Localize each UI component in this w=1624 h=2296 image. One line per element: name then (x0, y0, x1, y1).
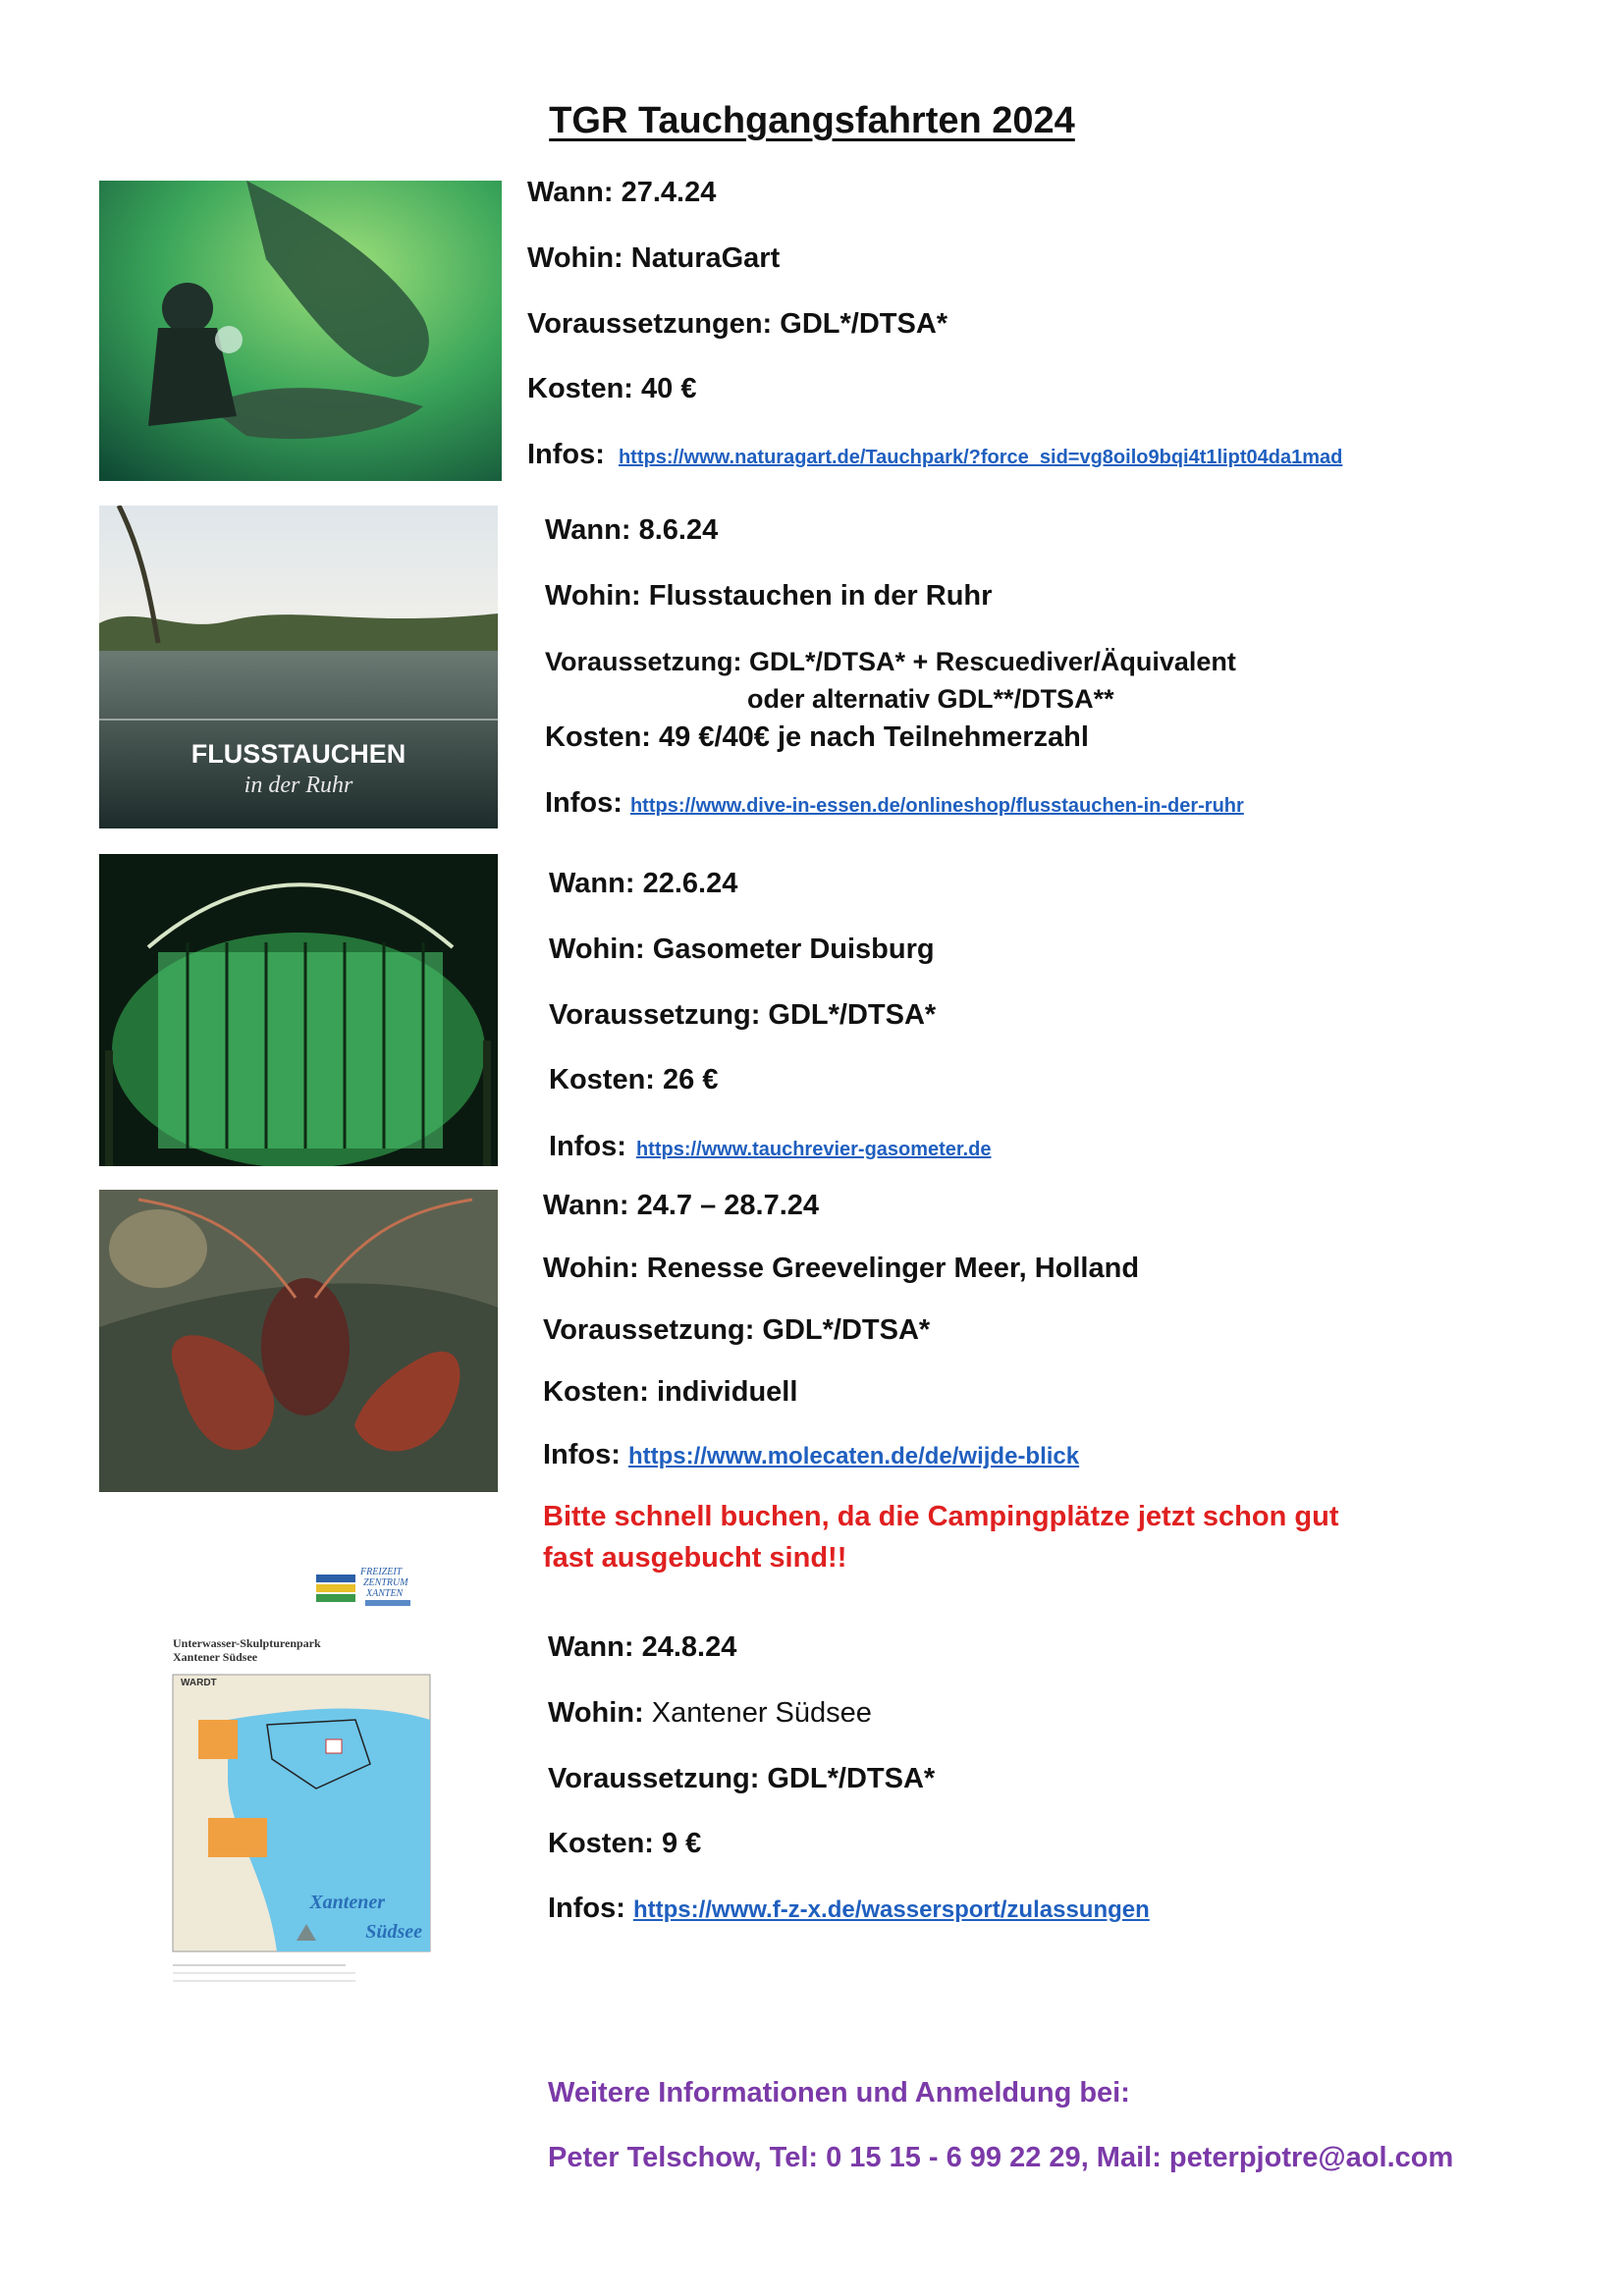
page-title: TGR Tauchgangsfahrten 2024 (549, 100, 1075, 141)
trip-requirement-alt: oder alternativ GDL**/DTSA** (747, 684, 1114, 714)
infos-link[interactable]: https://www.f-z-x.de/wassersport/zulassungen (632, 1896, 1150, 1923)
trip-destination: Wohin: Gasometer Duisburg (549, 934, 935, 965)
logo-text: XANTEN (366, 1588, 404, 1599)
trip-requirement: Voraussetzung: GDL*/DTSA* (549, 999, 937, 1031)
infos-link[interactable]: https://www.naturagart.de/Tauchpark/?force_sid=vg8oilo9bqi4t1lipt04da1mad (618, 447, 1343, 468)
infos-label: Infos: (527, 439, 605, 470)
map-lake-label: Südsee (365, 1921, 422, 1943)
trip-destination: Wohin: NaturaGart (527, 242, 781, 274)
infos-link[interactable]: https://www.dive-in-essen.de/onlineshop/flusstauchen-in-der-ruhr (629, 795, 1244, 817)
logo-text: FREIZEIT (360, 1567, 403, 1577)
infos-label: Infos: (548, 1893, 625, 1924)
alert-line: Bitte schnell buchen, da die Campingplätze jetzt schon gut (543, 1501, 1339, 1532)
xanten-map (169, 1553, 432, 2024)
trip-destination: Wohin: Renesse Greevelinger Meer, Holland (543, 1253, 1140, 1284)
image-caption-title: FLUSSTAUCHEN (190, 739, 406, 769)
flusstauchen-image (99, 506, 498, 828)
infos-label: Infos: (545, 787, 623, 819)
logo-text: ZENTRUM (363, 1577, 408, 1588)
trip-infos (543, 1439, 1079, 1471)
destination-label: Wohin: (548, 1697, 644, 1729)
infos-link[interactable]: https://www.tauchrevier-gasometer.de (635, 1139, 992, 1160)
trip-date: Wann: 24.8.24 (548, 1631, 737, 1663)
trip-infos (545, 787, 1244, 820)
trip-infos (548, 1893, 1150, 1925)
trip-date: Wann: 8.6.24 (545, 514, 719, 546)
infos-link[interactable]: https://www.molecaten.de/de/wijde-blick (627, 1443, 1080, 1469)
lobster-image (99, 1190, 498, 1492)
image-caption-subtitle: in der Ruhr (244, 773, 353, 798)
map-lake-label: Xantener (309, 1892, 385, 1913)
footer-contact: Peter Telschow, Tel: 0 15 15 - 6 99 22 29, Mail: peterpjotre@aol.com (548, 2142, 1454, 2173)
trip-destination (548, 1697, 872, 1730)
trip-requirement: Voraussetzungen: GDL*/DTSA* (527, 308, 948, 340)
trip-requirement: Voraussetzung: GDL*/DTSA* + Rescuediver/Äquivalent (545, 647, 1236, 676)
trip-cost: Kosten: 40 € (527, 373, 697, 404)
trip-cost: Kosten: 49 €/40€ je nach Teilnehmerzahl (545, 721, 1089, 753)
gasometer-image (99, 854, 498, 1166)
map-place: WARDT (181, 1678, 217, 1688)
trip-cost: Kosten: individuell (543, 1376, 798, 1408)
destination-value: Xantener Südsee (643, 1697, 872, 1729)
trip-date: Wann: 27.4.24 (527, 177, 717, 208)
infos-label: Infos: (549, 1131, 626, 1162)
infos-label: Infos: (543, 1439, 621, 1470)
trip-cost: Kosten: 26 € (549, 1064, 719, 1095)
trip-requirement: Voraussetzung: GDL*/DTSA* (543, 1314, 931, 1346)
trip-infos (549, 1131, 992, 1163)
trip-date: Wann: 22.6.24 (549, 868, 738, 899)
trip-destination: Wohin: Flusstauchen in der Ruhr (545, 580, 993, 612)
trip-cost: Kosten: 9 € (548, 1828, 702, 1859)
booking-alert (543, 1496, 1338, 1578)
trip-date: Wann: 24.7 – 28.7.24 (543, 1190, 820, 1221)
naturagart-diver-image (99, 181, 502, 481)
footer-info-heading: Weitere Informationen und Anmeldung bei: (548, 2077, 1130, 2109)
trip-requirement: Voraussetzung: GDL*/DTSA* (548, 1763, 936, 1794)
map-heading: Unterwasser-Skulpturenpark (173, 1636, 321, 1650)
map-heading: Xantener Südsee (173, 1650, 258, 1664)
trip-infos (527, 439, 1342, 471)
alert-line: fast ausgebucht sind!! (543, 1542, 847, 1574)
